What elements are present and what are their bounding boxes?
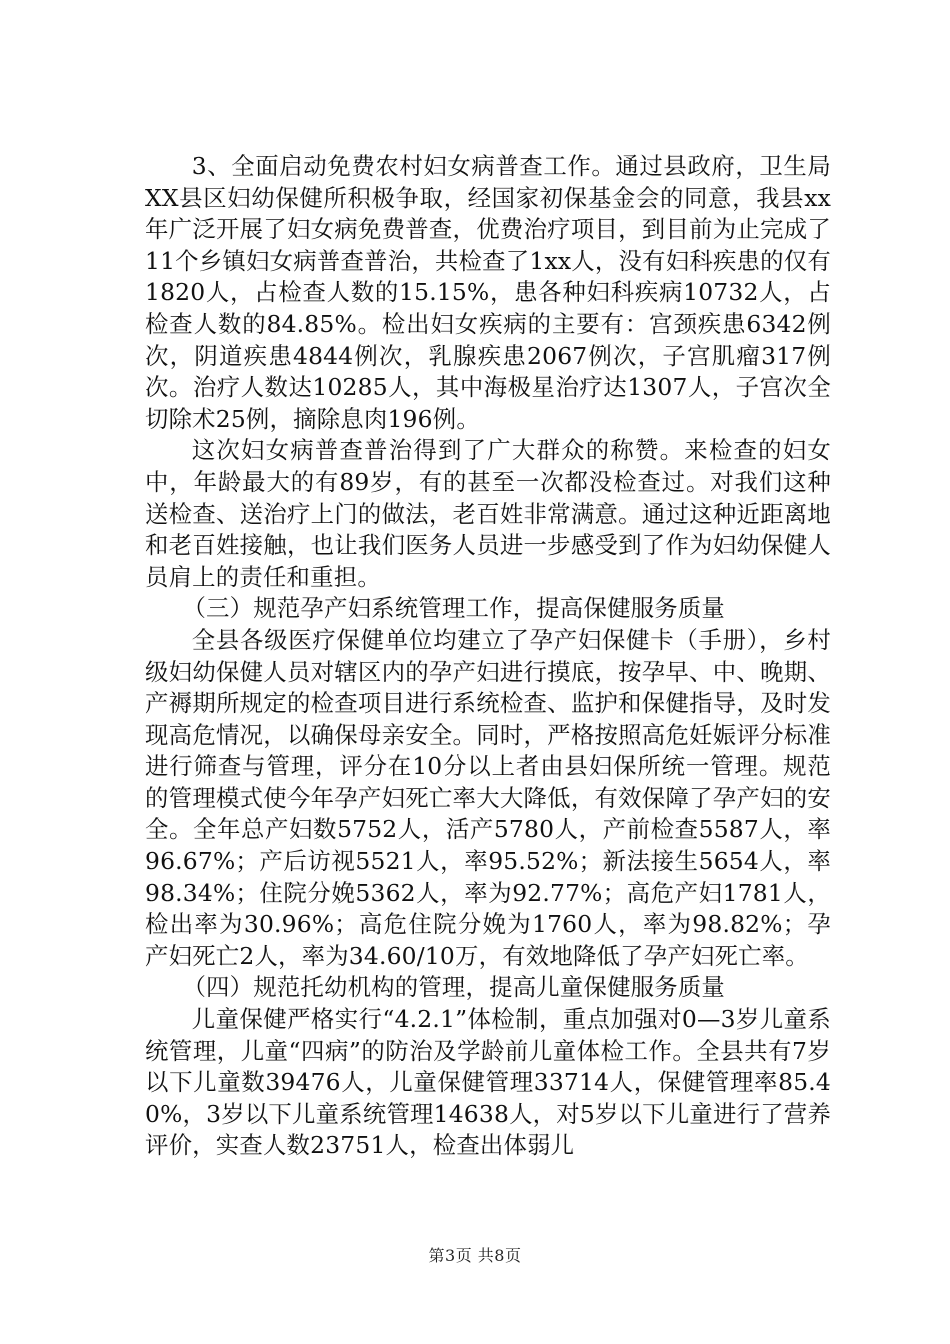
paragraph-public-praise: 这次妇女病普查普治得到了广大群众的称赞。来检查的妇女中，年龄最大的有89岁，有的甚至一次都没检查过。对我们这种送检查、送治疗上门的做法，老百姓非常满意。通过这种近距离地和老百姓接触，也让我们医务人员进一步感受到了作为妇幼保健人员肩上的责任和重担。 (145, 436, 831, 591)
page-footer: 第3页 共8页 (428, 1246, 522, 1265)
paragraph-maternal-management: 全县各级医疗保健单位均建立了孕产妇保健卡（手册），乡村级妇幼保健人员对辖区内的孕产妇进行摸底，按孕早、中、晚期、产褥期所规定的检查项目进行系统检查、监护和保健指导，及时发现高危情况，以确保母亲安全。同时，严格按照高危妊娠评分标准进行筛查与管理，评分在10分以上者由县妇保所统一管理。规范的管理模式使今年孕产妇死亡率大大降低，有效保障了孕产妇的安全。全年总产妇数5752人，活产5780人，产前检查5587人，率96.67%；产后访视5521人，率95.52%；新法接生5654人，率98.34%；住院分娩5362人，率为92.77%；高危产妇1781人，检出率为30.96%；高危住院分娩为1760人，率为98.82%；孕产妇死亡2人，率为34.60/10万，有效地降低了孕产妇死亡率。 (145, 625, 831, 970)
document-body (145, 151, 831, 1162)
section-heading-child: （四）规范托幼机构的管理，提高儿童保健服务质量 (182, 973, 726, 1002)
section-heading-maternal: （三）规范孕产妇系统管理工作，提高保健服务质量 (182, 594, 726, 623)
paragraph-child-health: 儿童保健严格实行“4.2.1”体检制，重点加强对0—3岁儿童系统管理，儿童“四病”的防治及学龄前儿童体检工作。全县共有7岁以下儿童数39476人，儿童保健管理33714人，保健管理率85.40%，3岁以下儿童系统管理14638人，对5岁以下儿童进行了营养评价，实查人数23751人，检查出体弱儿 (145, 1005, 831, 1160)
paragraph-free-screening: 3、全面启动免费农村妇女病普查工作。通过县政府，卫生局XX县区妇幼保健所积极争取，经国家初保基金会的同意，我县xx年广泛开展了妇女病免费普查，优费治疗项目，到目前为止完成了11个乡镇妇女病普查普治，共检查了1xx人，没有妇科疾患的仅有1820人，占检查人数的15.15%，患各种妇科疾病10732人，占检查人数的84.85%。检出妇女疾病的主要有：宫颈疾患6342例次，阴道疾患4844例次，乳腺疾患2067例次，子宫肌瘤317例次。治疗人数达10285人，其中海极星治疗达1307人，子宫次全切除术25例，摘除息肉196例。 (145, 152, 831, 433)
